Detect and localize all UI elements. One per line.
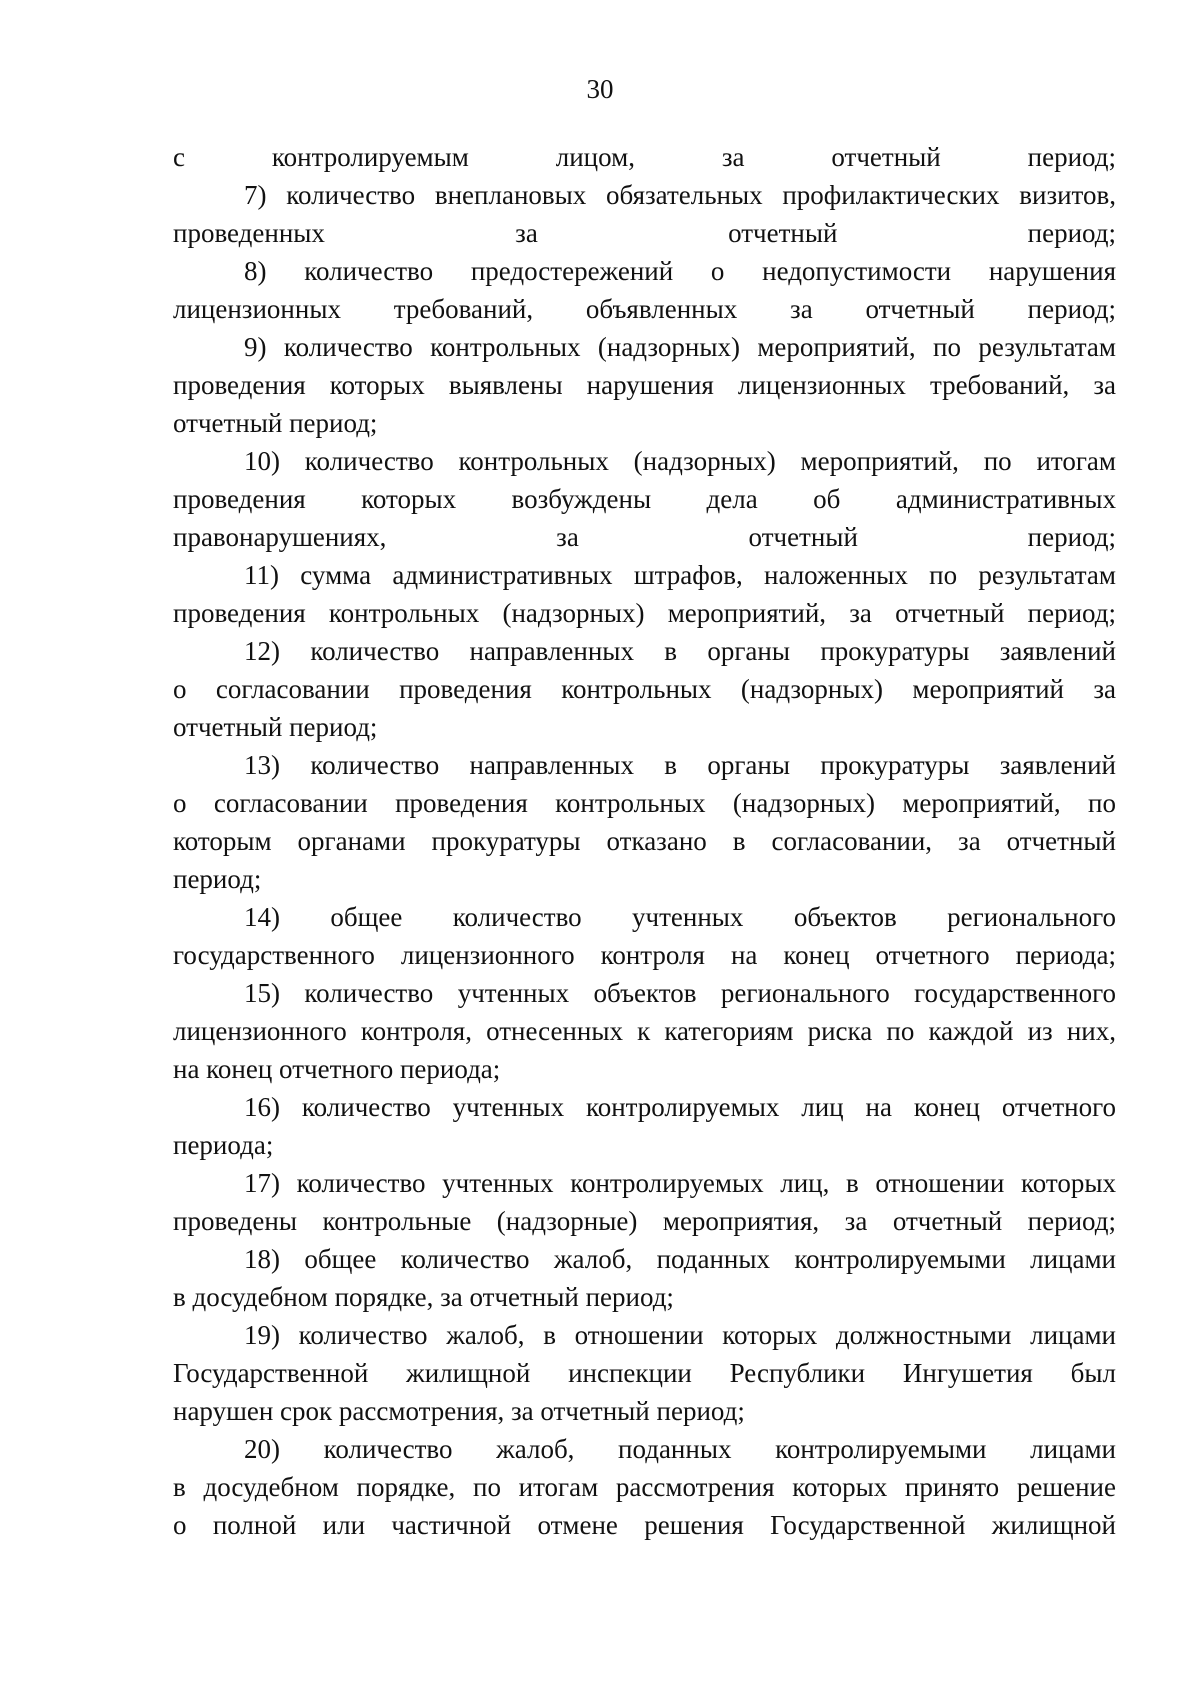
text-line: 11) сумма административных штрафов, наложенных по результатам <box>244 560 1116 590</box>
text-line: 12) количество направленных в органы прокуратуры заявлений <box>244 636 1116 666</box>
text-line: проведения которых возбуждены дела об административных <box>173 484 1116 514</box>
text-line: лицензионного контроля, отнесенных к категориям риска по каждой из них, <box>173 1016 1116 1046</box>
text-line: о согласовании проведения контрольных (надзорных) мероприятий за <box>173 674 1116 704</box>
text-line: 8) количество предостережений о недопустимости нарушения <box>244 256 1116 286</box>
text-line: о полной или частичной отмене решения Государственной жилищной <box>173 1510 1116 1540</box>
text-line: 20) количество жалоб, поданных контролируемыми лицами <box>244 1434 1116 1464</box>
text-line: периода; <box>173 1130 274 1160</box>
text-line: 15) количество учтенных объектов регионального государственного <box>244 978 1116 1008</box>
document-body <box>173 138 1116 1544</box>
text-line: 7) количество внеплановых обязательных профилактических визитов, <box>244 180 1116 210</box>
text-line: отчетный период; <box>173 408 378 438</box>
text-line: которым органами прокуратуры отказано в согласовании, за отчетный <box>173 826 1116 856</box>
text-line: проведены контрольные (надзорные) мероприятия, за отчетный период; <box>173 1206 1116 1236</box>
text-line: 9) количество контрольных (надзорных) мероприятий, по результатам <box>244 332 1116 362</box>
text-line: 13) количество направленных в органы прокуратуры заявлений <box>244 750 1116 780</box>
text-line: на конец отчетного периода; <box>173 1054 501 1084</box>
text-line: проведения контрольных (надзорных) мероприятий, за отчетный период; <box>173 598 1116 628</box>
text-line: 17) количество учтенных контролируемых лиц, в отношении которых <box>244 1168 1116 1198</box>
text-line: проведенных за отчетный период; <box>173 218 1116 248</box>
text-line: нарушен срок рассмотрения, за отчетный период; <box>173 1396 745 1426</box>
text-line: государственного лицензионного контроля на конец отчетного периода; <box>173 940 1116 970</box>
text-line: 19) количество жалоб, в отношении которых должностными лицами <box>244 1320 1116 1350</box>
text-line: проведения которых выявлены нарушения лицензионных требований, за <box>173 370 1116 400</box>
text-line: о согласовании проведения контрольных (надзорных) мероприятий, по <box>173 788 1116 818</box>
page-number: 30 <box>586 74 614 104</box>
text-line: отчетный период; <box>173 712 378 742</box>
text-line: в досудебном порядке, за отчетный период; <box>173 1282 674 1312</box>
text-line: правонарушениях, за отчетный период; <box>173 522 1116 552</box>
text-line: 18) общее количество жалоб, поданных контролируемыми лицами <box>244 1244 1116 1274</box>
text-line: период; <box>173 864 262 894</box>
text-line: лицензионных требований, объявленных за отчетный период; <box>173 294 1116 324</box>
text-line: 14) общее количество учтенных объектов регионального <box>244 902 1116 932</box>
text-line: 10) количество контрольных (надзорных) мероприятий, по итогам <box>244 446 1116 476</box>
text-line: 16) количество учтенных контролируемых лиц на конец отчетного <box>244 1092 1116 1122</box>
text-line: Государственной жилищной инспекции Республики Ингушетия был <box>173 1358 1116 1388</box>
text-line: в досудебном порядке, по итогам рассмотрения которых принято решение <box>173 1472 1116 1502</box>
text-line: с контролируемым лицом, за отчетный период; <box>173 142 1116 172</box>
